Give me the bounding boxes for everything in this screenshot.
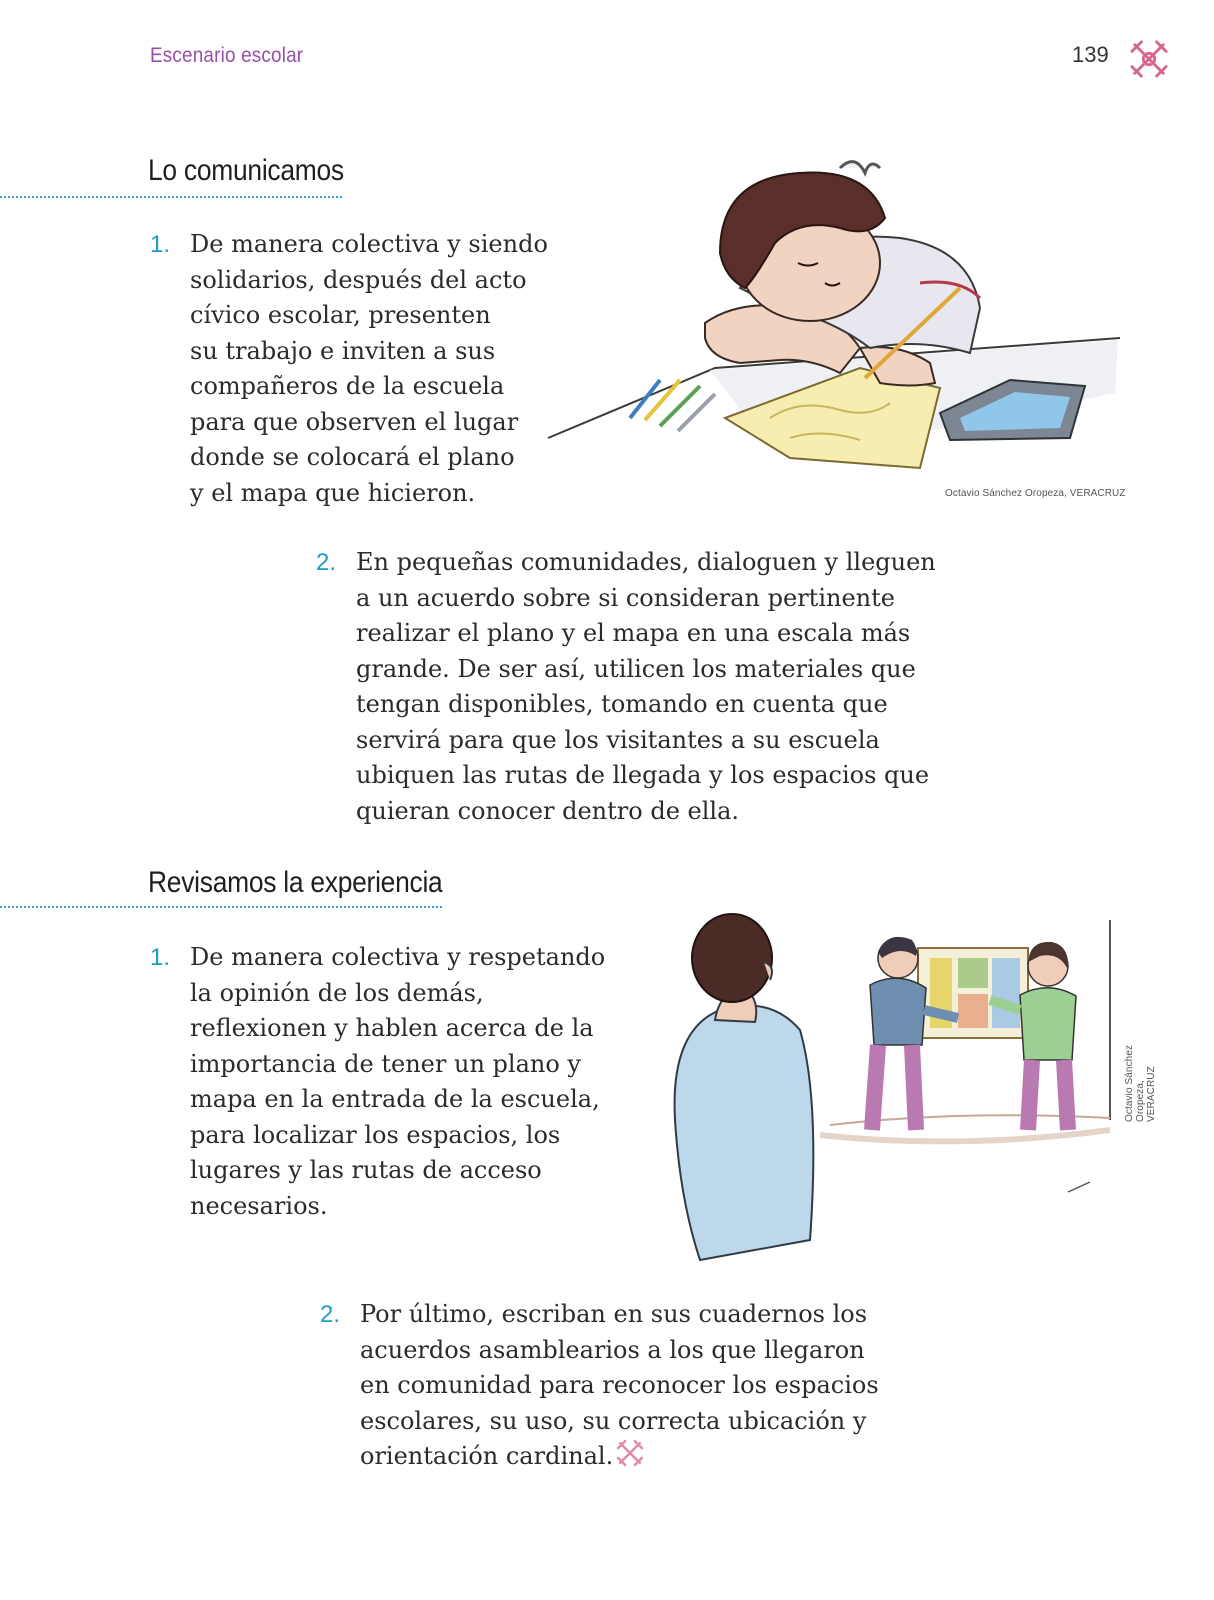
list-item-1 [150, 227, 570, 511]
running-head: Escenario escolar [150, 44, 304, 67]
list-number: 2. [320, 1301, 341, 1328]
children-presenting-map-illustration [660, 900, 1130, 1275]
woven-cross-emblem-icon [1130, 40, 1168, 78]
list-item-text: De manera colectiva y siendo solidarios, después del acto cívico escolar, presenten su trabajo e inviten a sus compañeros de la escuela para que observen el lugar donde se colocará el plano y el mapa que hicieron. [190, 230, 548, 507]
list-item-text: En pequeñas comunidades, dialoguen y lleguen a un acuerdo sobre si consideran pertinente realizar el plano y el mapa en una escala más grande. De ser así, utilicen los materiales que tengan disponibles, tomando en cuenta que servirá para que los visitantes a su escuela ubiquen las rutas de llegada y los espacios que quieran conocer dentro de ella. [356, 548, 936, 825]
illustration-credit: Octavio Sánchez Oropeza, VERACRUZ [945, 488, 1126, 499]
girl-drawing-map-illustration [540, 148, 1130, 478]
list-item-text: Por último, escriban en sus cuadernos los acuerdos asamblearios a los que llegaron en comunidad para reconocer los espacios escolares, su uso, su correcta ubicación y orientación cardinal. [360, 1300, 879, 1470]
section-divider [0, 196, 342, 198]
section-title-revisamos-la-experiencia: Revisamos la experiencia [148, 866, 443, 899]
list-item-1 [150, 940, 630, 1224]
page-number: 139 [1072, 42, 1109, 67]
list-number: 1. [150, 231, 171, 258]
list-item-text: De manera colectiva y respetando la opinión de los demás, reflexionen y hablen acerca de la importancia de tener un plano y mapa en la entrada de la escuela, para localizar los espacios, los lugares y las rutas de acceso necesarios. [190, 943, 606, 1220]
list-item-2 [316, 545, 976, 829]
woven-cross-end-mark-icon [616, 1439, 644, 1467]
section-title-lo-comunicamos: Lo comunicamos [148, 154, 344, 187]
illustration-credit: Octavio Sánchez Oropeza, VERACRUZ [1124, 1044, 1157, 1122]
list-number: 2. [316, 549, 337, 576]
section-divider [0, 906, 442, 908]
list-number: 1. [150, 944, 171, 971]
